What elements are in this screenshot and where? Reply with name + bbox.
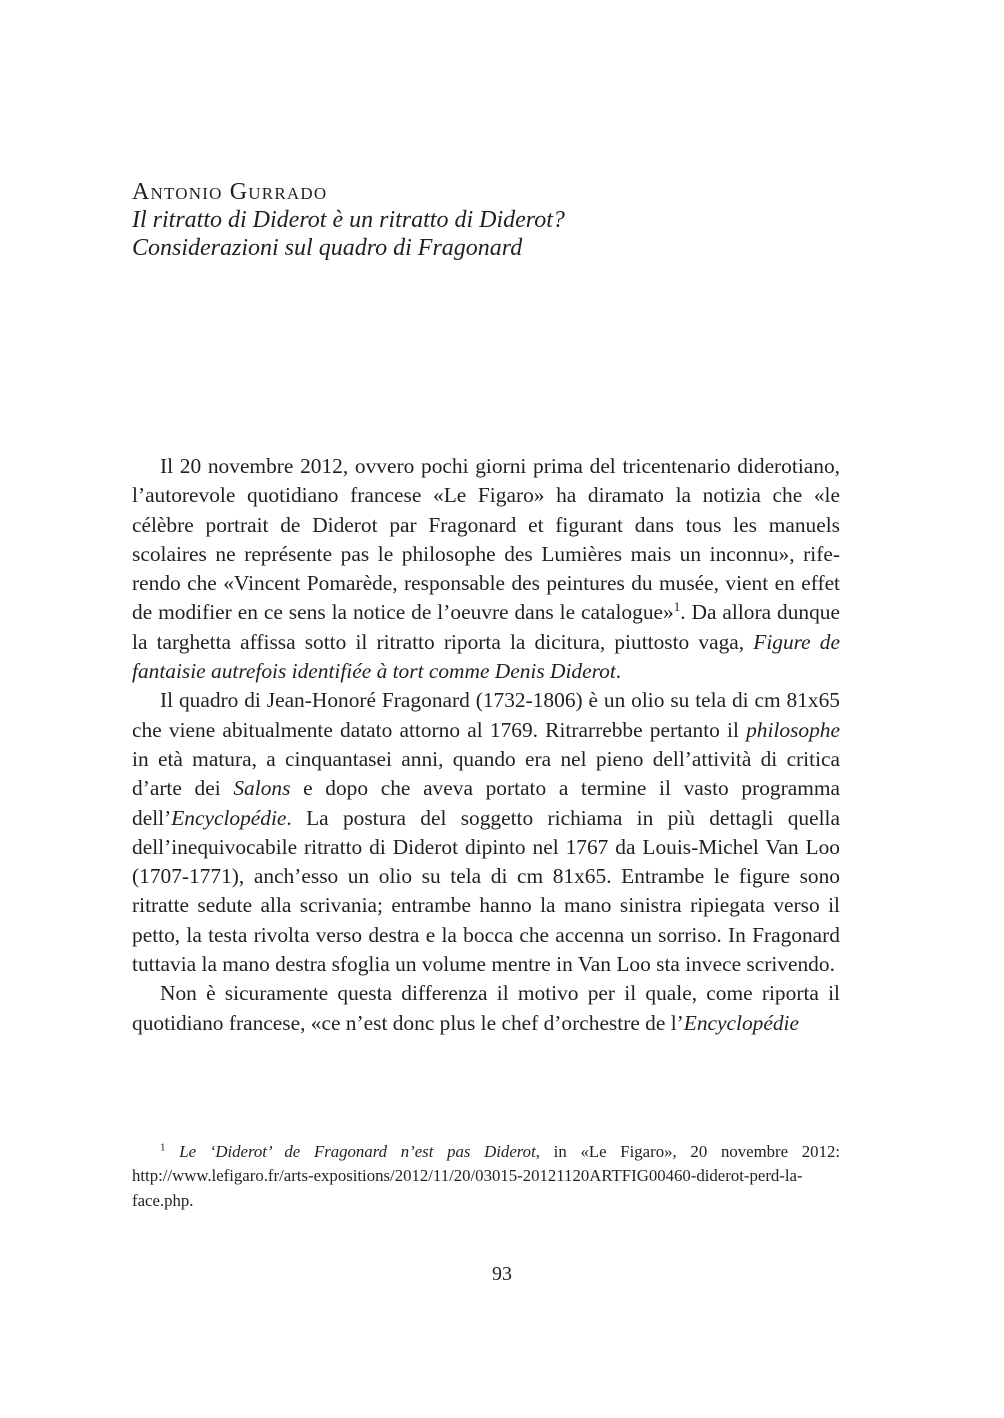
article-body: [132, 452, 840, 1038]
author-name: Antonio Gurrado: [132, 179, 328, 205]
paragraph-2: [132, 686, 840, 979]
italic-term: Encyclopédie: [171, 805, 287, 830]
paragraph-text: . La postura del soggetto richiama in più dettagli quella dell’inequivocabile ritratto di Diderot dipinto nel 1767 da Louis-Michel Van Loo (1707-1771), anch’esso un olio su tela di cm 81x65. Entrambe le figure sono ritratte sedute alla scrivania; entrambe hanno la mano sinistra ripiegata verso il petto, la testa rivolta verso destra e la bocca che accenna un sorriso. In Fragonard tuttavia la mano destra sfoglia un volume mentre in Van Loo sta invece scrivendo.: [132, 805, 840, 977]
paragraph-text: Non è sicuramente questa differenza il motivo per il quale, come riporta il quotidiano francese, «ce n’est donc plus le chef d’orchestre de l’: [132, 981, 840, 1035]
paragraph-3: [132, 979, 840, 1038]
italic-quotation: Figure de fantaisie autrefois identifiée à tort comme Denis Diderot: [132, 629, 840, 684]
footnote-1: [132, 1140, 840, 1213]
footnote-text: , in «Le Figaro», 20 novembre 2012: http://www.lefigaro.fr/arts-expositions/2012/11/20/03015-20121120ARTFIG00460-diderot-perd-la-face.php.: [132, 1142, 841, 1210]
paragraph-text: in età matura, a cinquantasei anni, quando era nel pieno dell’attività di critica d’arte dei: [132, 746, 840, 801]
italic-term: Salons: [233, 776, 291, 801]
italic-term: philosophe: [746, 717, 840, 742]
italic-term: Encyclopédie: [683, 1010, 799, 1035]
paragraph-text: .: [615, 659, 622, 684]
paragraph-text: Il 20 novembre 2012, ovvero pochi giorni prima del tricentenario diderotiano, l’autorevole quotidiano francese «Le Figaro» ha diramato la notizia che «le célèbre portrait de Diderot par Fragonard et figurant dans tous les manuels scolaires ne représente pas le philosophe des Lumières mais un inconnu», riferendo che «Vincent Pomarède, responsable des peintures du musée, vient en effet de modifier en ce sens la notice de l’oeuvre dans le catalogue»: [132, 454, 840, 625]
paragraph-text: Il quadro di Jean-Honoré Fragonard (1732-1806) è un olio su tela di cm 81x65 che viene abitualmente datato attorno al 1769. Ritrarrebbe pertanto il: [132, 688, 840, 742]
paragraph-text: . Da allora dunque la targhetta affissa sotto il ritratto riporta la dicitura, piuttosto vaga,: [132, 600, 840, 654]
paragraph-text: e dopo che aveva portato a termine il vasto programma dell’: [132, 776, 841, 830]
article-title-line-1: Il ritratto di Diderot è un ritratto di Diderot?: [132, 207, 565, 233]
footnote-reference: 1: [673, 599, 681, 615]
footnote: [132, 1140, 840, 1213]
footnote-number: 1: [160, 1141, 166, 1154]
page-number: 93: [492, 1263, 512, 1285]
footnote-title: Le ‘Diderot’ de Fragonard n’est pas Diderot: [179, 1142, 536, 1161]
paragraph-1: [132, 452, 840, 686]
article-title-line-2: Considerazioni sul quadro di Fragonard: [132, 235, 523, 261]
